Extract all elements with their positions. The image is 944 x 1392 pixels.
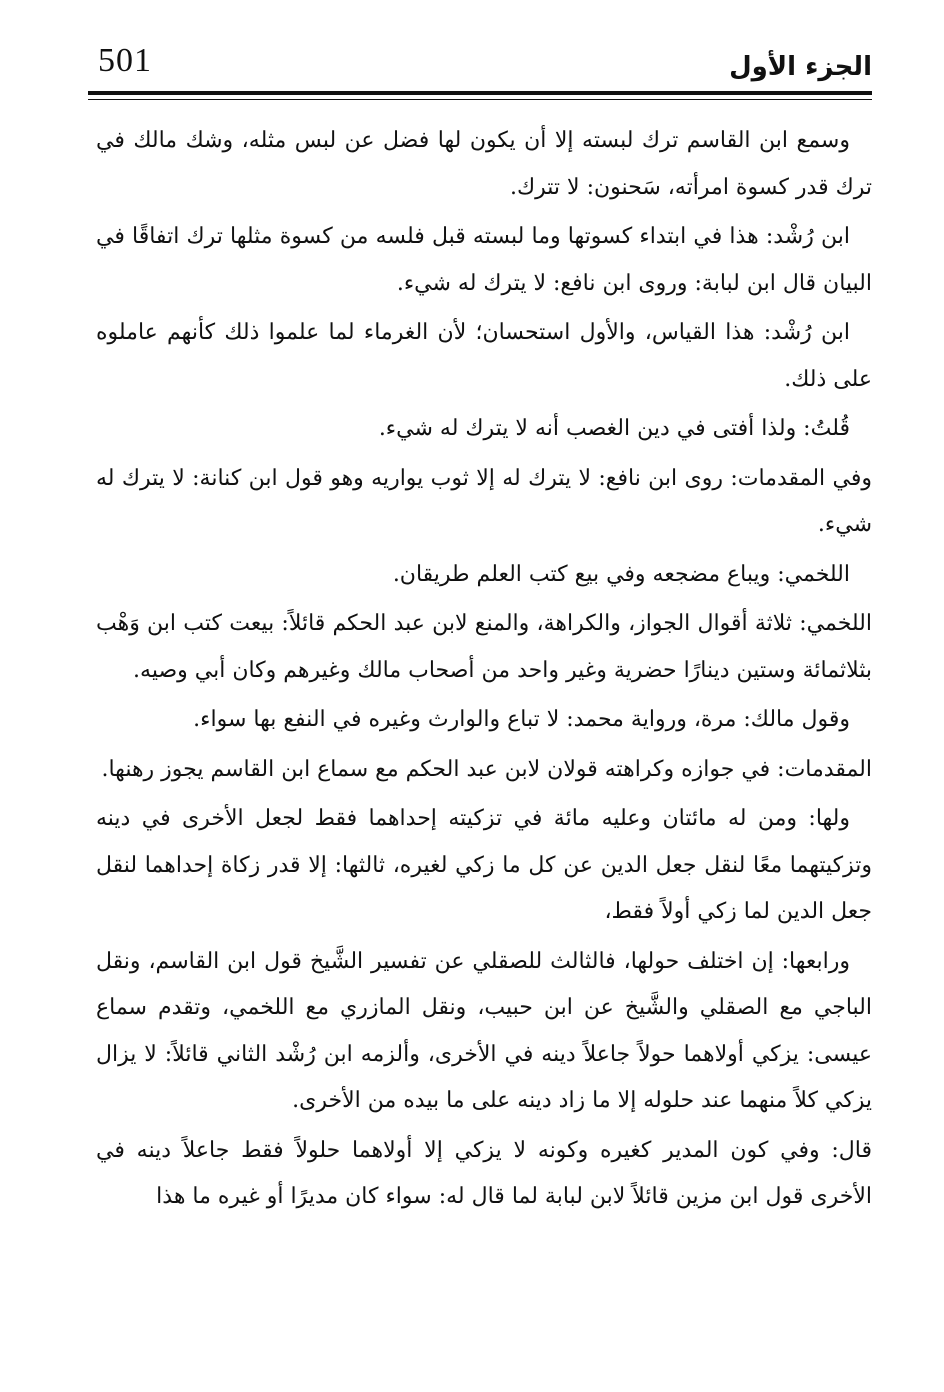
paragraph: وسمع ابن القاسم ترك لبسته إلا أن يكون لها فضل عن لبس مثله، وشك مالك في ترك قدر كسوة امرأته، سَحنون: لا تترك. bbox=[96, 128, 872, 200]
paragraph: ولها: ومن له مائتان وعليه مائة في تزكيته إحداهما فقط لجعل الأخرى في دينه وتزكيتهما معًا لنقل جعل الدين عن كل ما زكي لغيره، ثالثها: إلا قدر زكاة إحداهما لنقل جعل الدين لما زكي أولاً فقط، bbox=[96, 806, 872, 924]
page-header bbox=[88, 28, 872, 88]
paragraph: ابن رُشْد: هذا القياس، والأول استحسان؛ لأن الغرماء لما علموا ذلك كأنهم عاملوه على ذلك. bbox=[96, 320, 872, 392]
paragraph: قال: وفي كون المدير كغيره وكونه لا يزكي إلا أولاهما حلولاً فقط جاعلاً دينه في الأخرى قول ابن مزين قائلاً لابن لبابة لما قال له: سواء كان مديرًا أو غيره ما هذا bbox=[96, 1137, 872, 1209]
paragraph: ورابعها: إن اختلف حولها، فالثالث للصقلي عن تفسير الشَّيخ قول ابن القاسم، ونقل الباجي مع الصقلي والشَّيخ عن ابن حبيب، ونقل المازري مع اللخمي، وتقدم سماع عيسى: يزكي أولاهما حولاً جاعلاً دينه في الأخرى، وألزمه ابن رُشْد الثاني قائلاً: لا يزال يزكي كلاً منهما عند حلوله إلا ما زاد دينه على ما بيده من الأخرى. bbox=[96, 948, 872, 1113]
paragraph: المقدمات: في جوازه وكراهته قولان لابن عبد الحكم مع سماع ابن القاسم يجوز رهنها. bbox=[101, 756, 872, 782]
page-number: 501 bbox=[98, 42, 152, 79]
paragraph: ابن رُشْد: هذا في ابتداء كسوتها وما لبسته قبل فلسه من كسوة مثلها ترك اتفاقًا في البيان قال ابن لبابة: وروى ابن نافع: لا يترك له شيء. bbox=[96, 224, 872, 296]
paragraph: اللخمي: ثلاثة أقوال الجواز، والكراهة، والمنع لابن عبد الحكم قائلاً: بيعت كتب ابن وَهْب بثلاثمائة وستين دينارًا حضرية وغير واحد من أصحاب مالك وغيرهم وكان أبي وصيه. bbox=[96, 611, 872, 683]
paragraph: اللخمي: ويباع مضجعه وفي بيع كتب العلم طريقان. bbox=[392, 561, 850, 587]
paragraph: وفي المقدمات: روى ابن نافع: لا يترك له إلا ثوب يواريه وهو قول ابن كنانة: لا يترك له شيء. bbox=[96, 465, 872, 537]
running-head: الجزء الأول bbox=[729, 52, 872, 82]
header-rule-thick bbox=[88, 91, 872, 95]
paragraph: قُلتُ: ولذا أفتى في دين الغصب أنه لا يترك له شيء. bbox=[378, 416, 850, 441]
paragraph: وقول مالك: مرة، ورواية محمد: لا تباع والوارث وغيره في النفع بها سواء. bbox=[193, 707, 850, 732]
body-text bbox=[96, 118, 872, 1224]
header-rule-thin bbox=[88, 99, 872, 100]
